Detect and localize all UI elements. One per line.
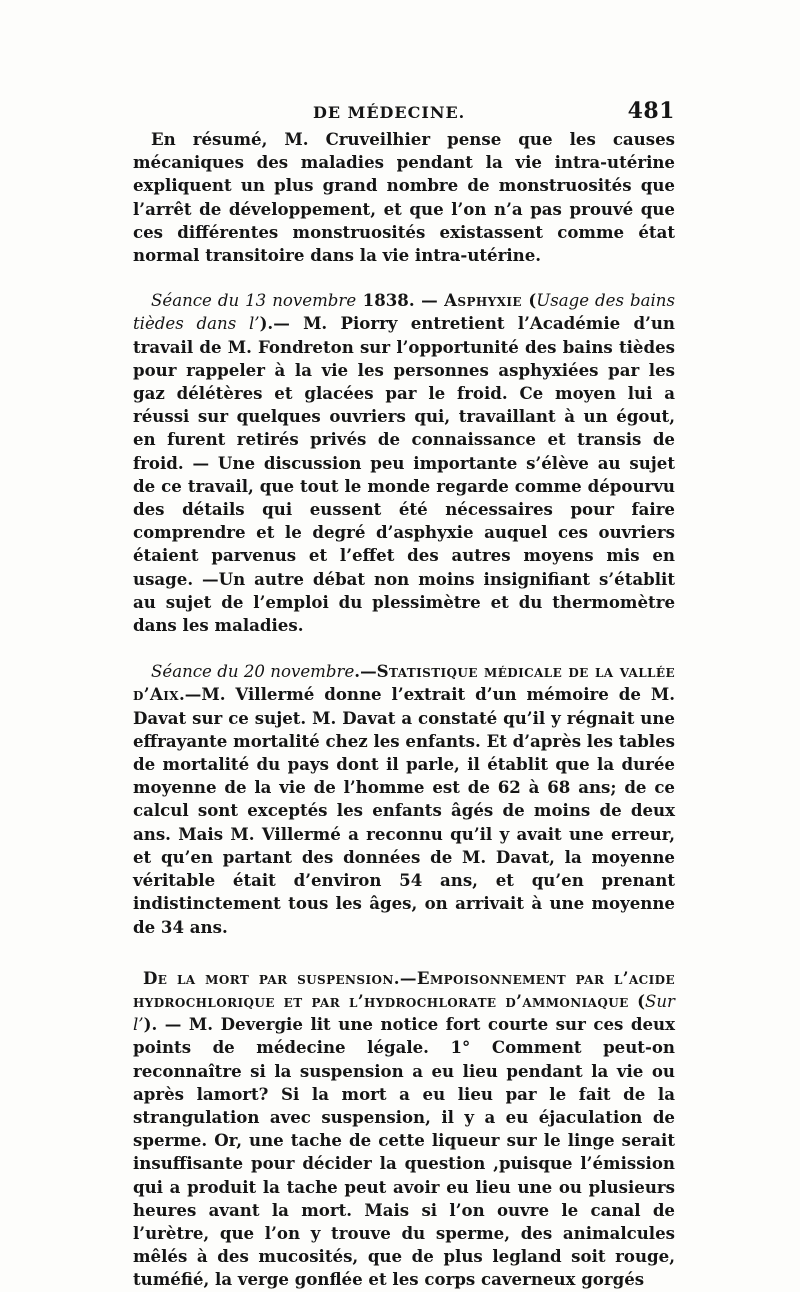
paragraph-cruveilhier-summary xyxy=(133,128,675,267)
paragraph-seance-13-novembre xyxy=(133,289,675,637)
section-topic: Usage des bains tièdes dans l’ xyxy=(133,291,675,334)
seance-year: 1838. — xyxy=(356,290,445,311)
paragraph-seance-20-novembre xyxy=(133,660,675,938)
seance-date: Séance du 13 novembre xyxy=(151,291,357,311)
section-topic: Sur l’ xyxy=(133,991,675,1035)
running-title: DE MÉDECINE. xyxy=(313,103,466,122)
paragraph-text: En résumé, M. Cruveilhier pense que les causes mécaniques des maladies pendant la vie intra-utérine expliquent un plus grand nombre de monstruosités que l’arrêt de développement, et que l’on n’a pas prouvé que ces différentes monstruosités existassent comme état normal transitoire dans la vie intra-utérine. xyxy=(133,129,675,266)
paragraph-text: ).— M. Piorry entretient l’Académie d’un travail de M. Fondreton sur l’opportunité des bains tièdes pour rappeler à la vie les personnes asphyxiées par les gaz délétères et glacées par le froid. Ce moyen lui a réussi sur quelques ouvriers qui, travaillant à un égout, en furent retirés privés de connaissance et transis de froid. — Une discussion peu importante s’élève au sujet de ce travail, que tout le monde regarde comme dépourvu des détails qui eussent été nécessaires pour faire comprendre et le degré d’asphyxie auquel ces ouvriers étaient parvenus et l’effet des autres moyens mis en usage. —Un autre débat non moins insignifiant s’établit au sujet de l’emploi du plessimètre et du thermomètre dans les maladies. xyxy=(133,313,675,636)
section-subject: De la mort par suspension.—Empoisonnement par l’acide hydrochlorique et par l’hydrochlorate d’ammoniaque xyxy=(133,967,675,1011)
subject-spacer: ( xyxy=(521,290,537,311)
section-subject: Asphyxie xyxy=(444,290,522,311)
paragraph-text: ). — M. Devergie lit une notice fort courte sur ces deux points de médecine légale. 1° Comment peut-on reconnaître si la suspension a eu lieu pendant la vie ou après lamort? Si la mort a eu lieu par le fait de la strangulation avec suspension, il y a eu éjaculation de sperme. Or, une tache de cette liqueur sur le linge serait insuffisante pour décider la question ,puisque l’émission qui a produit la tache peut avoir eu lieu une ou plusieurs heures avant la mort. Mais si l’on ouvre le canal de l’urètre, que l’on y trouve du sperme, des animalcules mêlés à des mucosités, que de plus legland soit rouge, tuméfié, la verge gonflée et les corps caverneux gorgés xyxy=(133,1014,675,1290)
paragraph-text: .—M. Villermé donne l’extrait d’un mémoire de M. Davat sur ce sujet. M. Davat a constaté qu’il y régnait une effrayante mortalité chez les enfants. Et d’après les tables de mortalité du pays dont il parle, il établit que la durée moyenne de la vie de l’homme est de 62 à 68 ans; de ce calcul sont exceptés les enfants âgés de moins de deux ans. Mais M. Villermé a reconnu qu’il y avait une erreur, et qu’en partant des données de M. Davat, la moyenne véritable était d’environ 54 ans, et qu’en prenant indistinctement tous les âges, on arrivait à une moyenne de 34 ans. xyxy=(133,684,676,937)
section-subject: Statistique médicale de la vallée d’Aix xyxy=(133,661,675,705)
running-header xyxy=(133,92,675,126)
paragraph-mort-par-suspension xyxy=(133,967,675,1292)
date-dash: .— xyxy=(354,661,377,682)
subject-spacer: ( xyxy=(628,990,645,1011)
page-number: 481 xyxy=(627,98,675,124)
seance-date: Séance du 20 novembre xyxy=(151,662,355,682)
